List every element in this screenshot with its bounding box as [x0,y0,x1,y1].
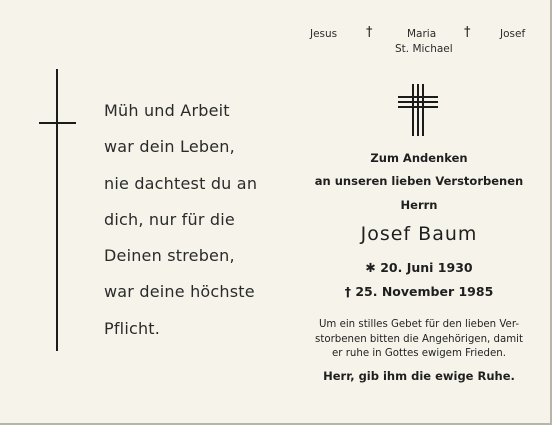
poem-line: Deinen streben, [104,246,235,266]
poem-line: Pflicht. [104,318,161,338]
memorial-salutation: Herrn [400,198,438,212]
saint-name-josef: Josef [500,28,526,40]
poem [104,101,304,355]
poem-line: war dein Leben, [104,137,235,157]
cross-horizontal-bar [39,122,76,124]
birth-date: ✱ 20. Juni 1930 [365,260,473,275]
poem-line: nie dachtest du an [104,173,258,193]
memorial-intro: Zum Andenken [370,151,468,165]
prayer-line: Um ein stilles Gebet für den lieben Ver- [318,319,520,330]
poem-line: war deine höchste [104,282,255,302]
prayer-line: er ruhe in Gottes ewigem Frieden. [332,348,506,359]
memorial-dedication: an unseren lieben Verstorbenen [314,174,524,188]
saint-name-jesus: Jesus [310,28,338,40]
dagger-icon: † [366,25,373,40]
poem-line: dich, nur für die [104,209,235,229]
cross-vertical-bar [56,69,58,351]
poem-line: Müh und Arbeit [104,101,230,120]
ornamental-cross-icon [398,84,438,136]
saint-name-michael: St. Michael [395,43,453,55]
deceased-name: Josef Baum [360,223,478,245]
prayer-request [300,318,538,362]
closing-prayer: Herr, gib ihm die ewige Ruhe. [323,369,515,383]
prayer-line: storbenen bitten die Angehörigen, damit [315,333,523,345]
saint-name-maria: Maria [407,28,437,40]
dagger-icon: † [464,25,471,40]
death-date: † 25. November 1985 [344,284,494,299]
